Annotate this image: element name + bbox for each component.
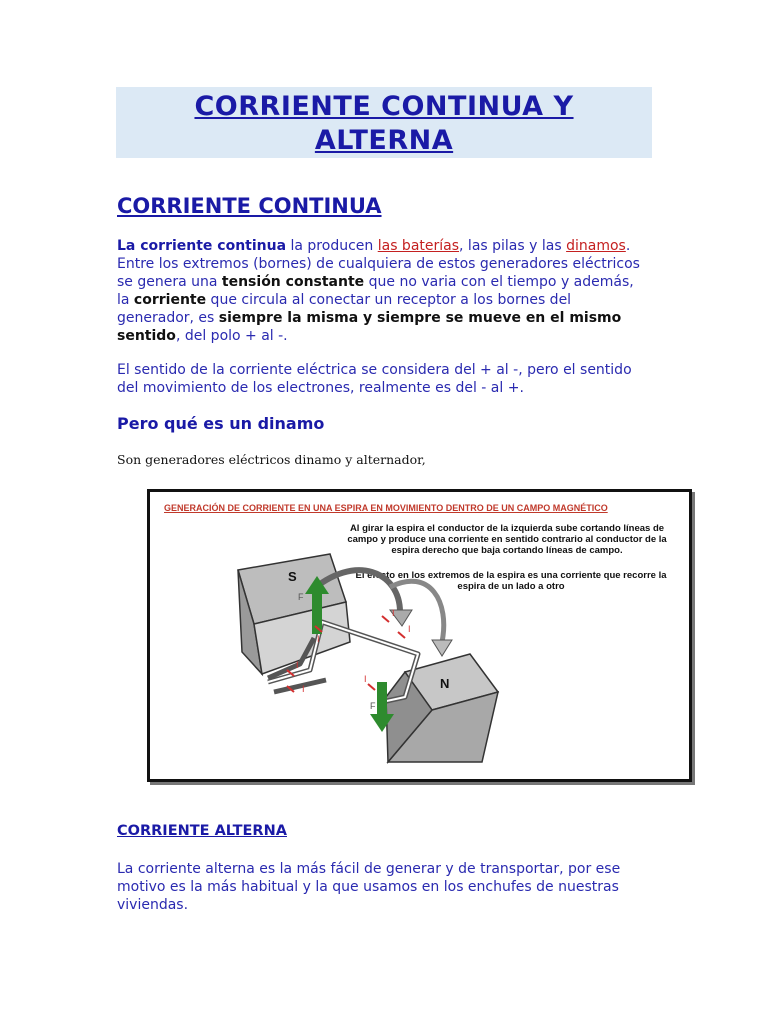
- diagram-note-1: Al girar la espira el conductor de la izquierda sube cortando líneas de campo y produce una corriente en sentido contrario al conductor de la espira derecho que baja cortando líneas de campo.: [347, 523, 667, 556]
- label-f-bottom: F: [370, 701, 376, 711]
- label-i-1: I: [317, 634, 320, 644]
- link-baterias[interactable]: las baterías: [377, 238, 460, 254]
- diagram-note-2: El efecto en los extremos de la espira es una corriente que recorre la espira de un lado a otro: [355, 570, 667, 592]
- label-s: S: [288, 569, 297, 584]
- label-i-2: I: [392, 608, 395, 618]
- dinamo-text: Son generadores eléctricos dinamo y alternador,: [117, 452, 426, 467]
- label-i-5: I: [302, 684, 305, 694]
- section-heading-alterna: CORRIENTE ALTERNA: [117, 823, 287, 839]
- magnet-n: [386, 654, 498, 762]
- label-i-6: I: [364, 674, 367, 684]
- dynamo-diagram: [147, 489, 692, 782]
- section-heading-dinamo: Pero qué es un dinamo: [117, 414, 325, 433]
- paragraph-continua: La corriente continua la producen las baterías, las pilas y las dinamos. Entre los extremos (bornes) de cualquiera de estos generadores eléctricos se genera una tensión constante que no varia con el tiempo y además, la corriente que circula al conectar un receptor a los bornes del generador, es siempre la misma y siempre se mueve en el mismo sentido, del polo + al -.: [117, 238, 640, 344]
- paragraph-sentido: El sentido de la corriente eléctrica se considera del + al -, pero el sentido del movimiento de los electrones, realmente es del - al +.: [117, 362, 632, 396]
- section-heading-continua: CORRIENTE CONTINUA: [117, 194, 382, 218]
- label-n: N: [440, 676, 450, 691]
- label-i-3: I: [408, 624, 411, 634]
- label-f-top: F: [298, 592, 304, 602]
- dynamo-illustration: [150, 492, 689, 779]
- diagram-title: GENERACIÓN DE CORRIENTE EN UNA ESPIRA EN MOVIMIENTO DENTRO DE UN CAMPO MAGNÉTICO: [164, 503, 608, 513]
- title-banner: [116, 87, 652, 158]
- link-dinamos[interactable]: dinamos: [566, 238, 626, 254]
- paragraph-alterna: La corriente alterna es la más fácil de generar y de transportar, por ese motivo es la más habitual y la que usamos en los enchufes de nuestras viviendas.: [117, 861, 621, 913]
- page-title-line1: CORRIENTE CONTINUA Y: [194, 91, 574, 122]
- label-i-4: I: [296, 660, 299, 670]
- page-title-line2: ALTERNA: [314, 125, 454, 156]
